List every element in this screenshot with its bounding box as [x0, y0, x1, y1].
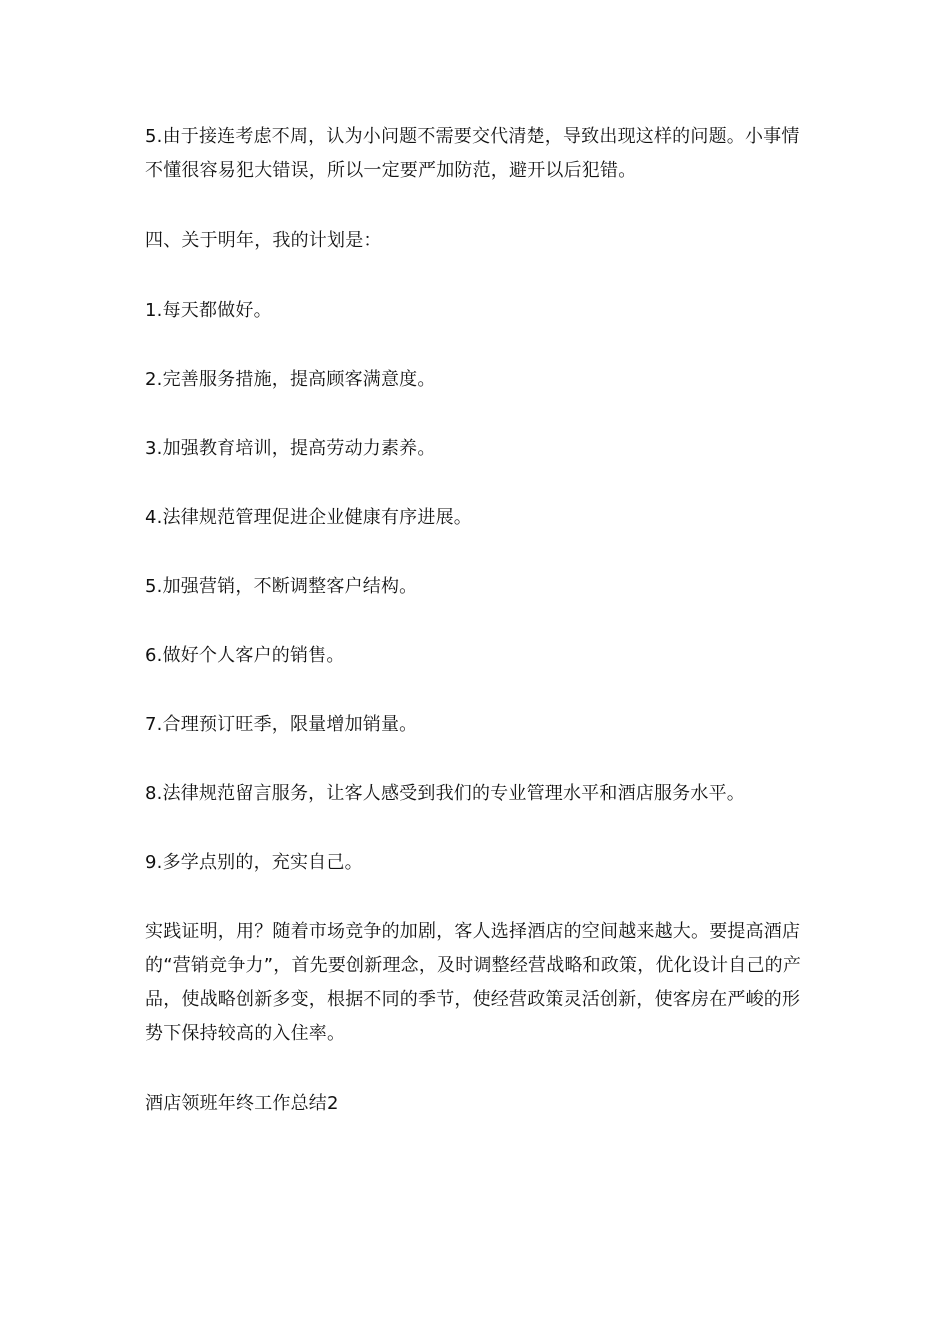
plan-item-9: 9.多学点别的，充实自己。 [145, 852, 363, 873]
plan-item-1: 1.每天都做好。 [145, 300, 272, 321]
plan-item-7: 7.合理预订旺季，限量增加销量。 [145, 714, 418, 735]
summary-paragraph: 实践证明，用？随着市场竞争的加剧，客人选择酒店的空间越来越大。要提高酒店的“营销竞争力”，首先要创新理念，及时调整经营战略和政策，优化设计自己的产品，使战略创新多变，根据不同的季节，使经营政策灵活创新，使客房在严峻的形势下保持较高的入住率。 [145, 921, 802, 1044]
next-section-title: 酒店领班年终工作总结2 [145, 1093, 339, 1114]
plan-item-3: 3.加强教育培训，提高劳动力素养。 [145, 438, 436, 459]
paragraph-item-5-reflection: 5.由于接连考虑不周，认为小问题不需要交代清楚，导致出现这样的问题。小事情不懂很容易犯大错误，所以一定要严加防范，避开以后犯错。 [145, 126, 800, 181]
section-heading-next-year-plan: 四、关于明年，我的计划是： [145, 230, 382, 251]
document-body [145, 120, 805, 1121]
plan-item-8: 8.法律规范留言服务，让客人感受到我们的专业管理水平和酒店服务水平。 [145, 783, 745, 804]
plan-item-5: 5.加强营销，不断调整客户结构。 [145, 576, 418, 597]
plan-item-4: 4.法律规范管理促进企业健康有序进展。 [145, 507, 472, 528]
plan-item-2: 2.完善服务措施，提高顾客满意度。 [145, 369, 436, 390]
plan-item-6: 6.做好个人客户的销售。 [145, 645, 345, 666]
